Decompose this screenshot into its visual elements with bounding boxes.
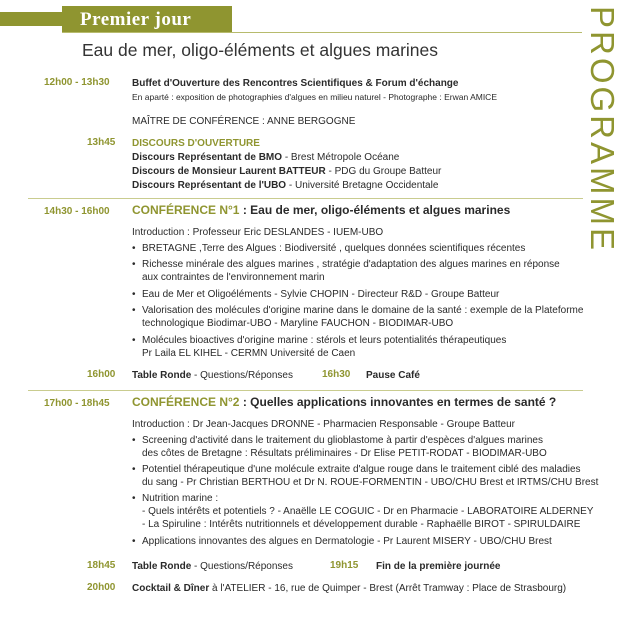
opening-line bbox=[132, 179, 438, 192]
list-item: • Screening d'activité dans le traitement du glioblastome à partir d'espèces d'algues marines des côtes de Bretagne : Résultats préliminaires - Dr Elise PETIT-RODAT - BIODIMAR-UBO bbox=[132, 435, 547, 459]
conf1-intro: Introduction : Professeur Eric DESLANDES - IUEM-UBO bbox=[132, 227, 384, 238]
dinner-rest: à l'ATELIER - 16, rue de Quimper - Brest (Arrêt Tramway : Place de Strasbourg) bbox=[209, 583, 567, 594]
header-bar bbox=[0, 12, 62, 26]
buffet-title: Buffet d'Ouverture des Rencontres Scientifiques & Forum d'échange bbox=[132, 78, 459, 89]
list-item: • Nutrition marine : - Quels intérêts et potentiels ? - Anaëlle LE COGUIC - Dr en Pharmacie - LABORATOIRE ALDERNEY - La Spiruline : Intérêts nutritionnels et développement durable - Raphaëlle BIROT - SPIRULDAIRE bbox=[132, 493, 594, 530]
opening-title: DISCOURS D'OUVERTURE bbox=[132, 138, 260, 149]
conf2-title: : Quelles applications innovantes en termes de santé ? bbox=[239, 395, 557, 409]
round2-item bbox=[132, 560, 293, 573]
master-of-conference: MAÎTRE DE CONFÉRENCE : ANNE BERGOGNE bbox=[132, 116, 356, 127]
list-item: • Eau de Mer et Oligoéléments - Sylvie CHOPIN - Directeur R&D - Groupe Batteur bbox=[132, 289, 500, 300]
opening-line bbox=[132, 165, 441, 178]
conf2-intro: Introduction : Dr Jean-Jacques DRONNE - Pharmacien Responsable - Groupe Batteur bbox=[132, 419, 515, 430]
conf2-time: 17h00 - 18h45 bbox=[44, 398, 110, 409]
round2-rest: - Questions/Réponses bbox=[191, 561, 293, 572]
list-item: • Molécules bioactives d'origine marine : stérols et leurs potentialités thérapeutiques Pr Laila EL KIHEL - CERMN Université de Caen bbox=[132, 335, 507, 359]
round2-time2: 19h15 bbox=[330, 560, 359, 571]
conf1-time: 14h30 - 16h00 bbox=[44, 206, 110, 217]
conf2-heading bbox=[132, 396, 556, 409]
conf2-label: CONFÉRENCE N°2 bbox=[132, 395, 240, 409]
section-divider bbox=[28, 390, 583, 391]
round1-time: 16h00 bbox=[87, 369, 116, 380]
opening-line-rest: - Université Bretagne Occidentale bbox=[286, 180, 439, 191]
day-banner: Premier jour bbox=[62, 6, 232, 33]
buffet-note: En aparté : exposition de photographies d'algues en milieu naturel - Photographe : Erwan AMICE bbox=[132, 92, 497, 102]
conf1-label: CONFÉRENCE N°1 bbox=[132, 203, 240, 217]
round2-label: Table Ronde bbox=[132, 561, 192, 572]
conf1-title: : Eau de mer, oligo-éléments et algues marines bbox=[239, 203, 511, 217]
opening-line-rest: - PDG du Groupe Batteur bbox=[325, 166, 442, 177]
end-of-day: Fin de la première journée bbox=[376, 561, 501, 572]
list-item: • Applications innovantes des algues en Dermatologie - Pr Laurent MISERY - UBO/CHU Brest bbox=[132, 536, 552, 547]
round1-rest: - Questions/Réponses bbox=[191, 370, 293, 381]
buffet-time: 12h00 - 13h30 bbox=[44, 77, 110, 88]
conf1-heading bbox=[132, 204, 510, 217]
round1-item bbox=[132, 369, 293, 382]
dinner-label: Cocktail & Dîner bbox=[132, 583, 210, 594]
side-title: PROGRAMME bbox=[584, 6, 621, 254]
opening-line-bold: Discours Représentant de BMO bbox=[132, 152, 283, 163]
list-item: • Potentiel thérapeutique d'une molécule extraite d'algue rouge dans le traitement ciblé des maladies du sang - Pr Christian BERTHOU et Dr N. ROUE-FORMENTIN - UBO/CHU Brest et IRTMS/CHU Brest bbox=[132, 464, 599, 488]
dinner-item bbox=[132, 582, 566, 595]
opening-line-bold: Discours Représentant de l'UBO bbox=[132, 180, 287, 191]
list-item: • Richesse minérale des algues marines , stratégie d'adaptation des algues marines en réponse aux contraintes de l'environnement marin bbox=[132, 259, 560, 283]
opening-line-bold: Discours de Monsieur Laurent BATTEUR bbox=[132, 166, 326, 177]
round2-time: 18h45 bbox=[87, 560, 116, 571]
opening-time: 13h45 bbox=[87, 137, 116, 148]
round1-time2: 16h30 bbox=[322, 369, 351, 380]
opening-line-rest: - Brest Métropole Océane bbox=[282, 152, 400, 163]
section-divider bbox=[28, 198, 583, 199]
dinner-time: 20h00 bbox=[87, 582, 116, 593]
round1-label: Table Ronde bbox=[132, 370, 192, 381]
opening-line bbox=[132, 151, 399, 164]
coffee-break: Pause Café bbox=[366, 370, 420, 381]
page-subtitle: Eau de mer, oligo-éléments et algues marines bbox=[82, 40, 439, 60]
header-divider bbox=[62, 32, 582, 33]
list-item: • Valorisation des molécules d'origine marine dans le domaine de la santé : exemple de la Plateforme technologique Biodimar-UBO - Maryline FAUCHON - BIODIMAR-UBO bbox=[132, 305, 584, 329]
list-item: • BRETAGNE ,Terre des Algues : Biodiversité , quelques données scientifiques récentes bbox=[132, 243, 526, 254]
